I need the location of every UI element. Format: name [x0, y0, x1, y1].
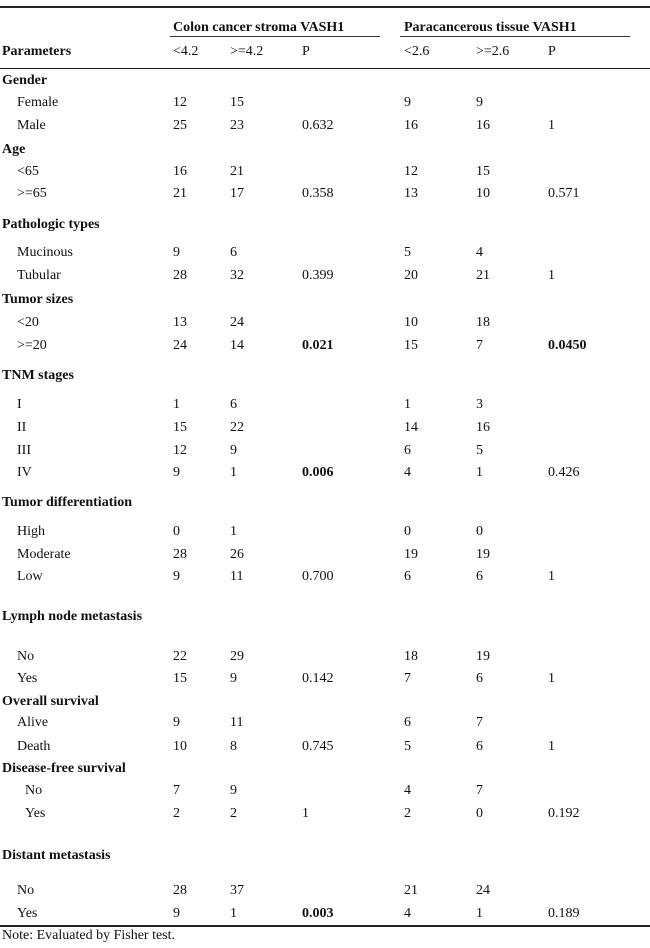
para-low-count: 9	[404, 95, 411, 110]
stroma-high-count: 1	[230, 524, 237, 539]
para-p-value: 0.192	[548, 806, 580, 821]
stroma-low-count: 25	[173, 118, 187, 133]
stroma-low-count: 28	[173, 547, 187, 562]
col-header-para-high: >=2.6	[476, 44, 510, 59]
section-label: Distant metastasis	[2, 848, 111, 863]
section-row	[0, 71, 650, 91]
row-label: Male	[17, 118, 46, 133]
stroma-low-count: 15	[173, 671, 187, 686]
stroma-low-count: 15	[173, 420, 187, 435]
table-row	[0, 545, 650, 565]
stroma-low-count: 22	[173, 649, 187, 664]
row-label: II	[17, 420, 27, 435]
section-row	[0, 607, 650, 627]
stroma-high-count: 9	[230, 783, 237, 798]
row-label: Tubular	[17, 268, 61, 283]
stroma-low-count: 9	[173, 715, 180, 730]
stroma-high-count: 23	[230, 118, 244, 133]
row-label: Alive	[17, 715, 49, 730]
row-label: Death	[17, 739, 51, 754]
stroma-low-count: 21	[173, 186, 187, 201]
col-header-stroma-p: P	[302, 44, 310, 59]
table-row	[0, 93, 650, 113]
para-low-count: 2	[404, 806, 411, 821]
para-low-count: 6	[404, 715, 411, 730]
table-row	[0, 184, 650, 204]
section-row	[0, 215, 650, 235]
table-row	[0, 313, 650, 333]
para-low-count: 16	[404, 118, 418, 133]
section-label: Age	[2, 142, 26, 157]
para-p-value: 1	[548, 268, 555, 283]
para-high-count: 18	[476, 315, 490, 330]
row-label: IV	[17, 465, 32, 480]
para-high-count: 19	[476, 547, 490, 562]
row-label: Moderate	[17, 547, 71, 562]
para-high-count: 4	[476, 245, 483, 260]
stroma-low-count: 24	[173, 338, 187, 353]
para-p-value: 0.426	[548, 465, 580, 480]
stroma-high-count: 24	[230, 315, 244, 330]
stroma-low-count: 28	[173, 883, 187, 898]
para-high-count: 15	[476, 164, 490, 179]
para-high-count: 6	[476, 671, 483, 686]
para-p-value: 1	[548, 739, 555, 754]
stroma-high-count: 6	[230, 397, 237, 412]
row-label: <65	[17, 164, 39, 179]
section-label: Lymph node metastasis	[2, 609, 143, 624]
para-low-count: 20	[404, 268, 418, 283]
para-low-count: 0	[404, 524, 411, 539]
stroma-high-count: 29	[230, 649, 244, 664]
stroma-p-value: 0.700	[302, 569, 334, 584]
row-label: No	[25, 783, 43, 798]
para-low-count: 10	[404, 315, 418, 330]
para-low-count: 5	[404, 739, 411, 754]
stroma-high-count: 17	[230, 186, 244, 201]
stroma-high-count: 21	[230, 164, 244, 179]
row-label: No	[17, 649, 35, 664]
stroma-p-value: 0.142	[302, 671, 334, 686]
stroma-high-count: 9	[230, 671, 237, 686]
para-high-count: 21	[476, 268, 490, 283]
para-high-count: 1	[476, 906, 483, 921]
para-high-count: 6	[476, 569, 483, 584]
para-high-count: 16	[476, 420, 490, 435]
section-row	[0, 759, 650, 779]
table-row	[0, 116, 650, 136]
row-label: High	[17, 524, 45, 539]
table-row	[0, 441, 650, 461]
para-high-count: 24	[476, 883, 490, 898]
para-p-value: 0.189	[548, 906, 580, 921]
table-row	[0, 737, 650, 757]
stroma-p-value: 0.003	[302, 906, 334, 921]
table-row	[0, 904, 650, 924]
para-p-value: 1	[548, 118, 555, 133]
section-label: Tumor differentiation	[2, 495, 133, 510]
para-high-count: 0	[476, 524, 483, 539]
section-row	[0, 290, 650, 310]
table-row	[0, 243, 650, 263]
table-row	[0, 781, 650, 801]
para-low-count: 6	[404, 569, 411, 584]
row-label: I	[17, 397, 22, 412]
para-low-count: 12	[404, 164, 418, 179]
section-label: Pathologic types	[2, 217, 100, 232]
stroma-high-count: 8	[230, 739, 237, 754]
stroma-high-count: 9	[230, 443, 237, 458]
para-low-count: 4	[404, 783, 411, 798]
stroma-high-count: 15	[230, 95, 244, 110]
col-header-para-low: <2.6	[404, 44, 430, 59]
stroma-high-count: 1	[230, 906, 237, 921]
col-header-stroma-low: <4.2	[173, 44, 199, 59]
stroma-low-count: 2	[173, 806, 180, 821]
para-high-count: 5	[476, 443, 483, 458]
stroma-high-count: 14	[230, 338, 244, 353]
stroma-p-value: 1	[302, 806, 309, 821]
section-row	[0, 692, 650, 712]
stroma-high-count: 11	[230, 569, 244, 584]
group-underline-stroma	[170, 36, 380, 37]
stroma-low-count: 16	[173, 164, 187, 179]
stroma-low-count: 12	[173, 443, 187, 458]
stroma-low-count: 1	[173, 397, 180, 412]
section-label: Overall survival	[2, 694, 99, 709]
para-low-count: 18	[404, 649, 418, 664]
para-high-count: 16	[476, 118, 490, 133]
para-low-count: 19	[404, 547, 418, 562]
col-header-para-p: P	[548, 44, 556, 59]
stroma-low-count: 13	[173, 315, 187, 330]
row-label: >=20	[17, 338, 47, 353]
para-low-count: 21	[404, 883, 418, 898]
stroma-low-count: 12	[173, 95, 187, 110]
para-low-count: 7	[404, 671, 411, 686]
para-low-count: 4	[404, 906, 411, 921]
stroma-low-count: 9	[173, 245, 180, 260]
para-high-count: 0	[476, 806, 483, 821]
stroma-high-count: 6	[230, 245, 237, 260]
para-low-count: 4	[404, 465, 411, 480]
stroma-high-count: 2	[230, 806, 237, 821]
col-header-stroma-high: >=4.2	[230, 44, 264, 59]
section-label: Disease-free survival	[2, 761, 126, 776]
stroma-low-count: 7	[173, 783, 180, 798]
stroma-low-count: 9	[173, 465, 180, 480]
stroma-low-count: 9	[173, 569, 180, 584]
section-row	[0, 140, 650, 160]
stroma-low-count: 0	[173, 524, 180, 539]
para-low-count: 13	[404, 186, 418, 201]
section-label: TNM stages	[2, 368, 74, 383]
row-label: Yes	[17, 671, 38, 686]
stroma-low-count: 28	[173, 268, 187, 283]
para-high-count: 6	[476, 739, 483, 754]
para-p-value: 1	[548, 569, 555, 584]
stroma-p-value: 0.006	[302, 465, 334, 480]
table-row	[0, 463, 650, 483]
stroma-high-count: 26	[230, 547, 244, 562]
para-high-count: 1	[476, 465, 483, 480]
table-row	[0, 418, 650, 438]
para-high-count: 9	[476, 95, 483, 110]
table-row	[0, 567, 650, 587]
table-row	[0, 395, 650, 415]
para-high-count: 10	[476, 186, 490, 201]
table-note: Note: Evaluated by Fisher test.	[2, 928, 176, 943]
para-high-count: 3	[476, 397, 483, 412]
para-low-count: 1	[404, 397, 411, 412]
para-p-value: 0.571	[548, 186, 580, 201]
row-label: Low	[17, 569, 43, 584]
para-low-count: 14	[404, 420, 418, 435]
para-high-count: 7	[476, 715, 483, 730]
stroma-p-value: 0.399	[302, 268, 334, 283]
section-label: Tumor sizes	[2, 292, 74, 307]
stroma-low-count: 10	[173, 739, 187, 754]
stroma-high-count: 22	[230, 420, 244, 435]
row-label: >=65	[17, 186, 47, 201]
row-label: Female	[17, 95, 59, 110]
para-high-count: 7	[476, 338, 483, 353]
stroma-low-count: 9	[173, 906, 180, 921]
section-row	[0, 846, 650, 866]
table-row	[0, 266, 650, 286]
table-row	[0, 804, 650, 824]
stroma-high-count: 37	[230, 883, 244, 898]
table-row	[0, 669, 650, 689]
row-label: III	[17, 443, 31, 458]
para-low-count: 5	[404, 245, 411, 260]
stroma-p-value: 0.358	[302, 186, 334, 201]
group-header-stroma: Colon cancer stroma VASH1	[173, 20, 345, 35]
section-row	[0, 493, 650, 513]
group-underline-paracancerous	[400, 36, 630, 37]
para-p-value: 1	[548, 671, 555, 686]
top-rule	[0, 6, 650, 8]
para-high-count: 19	[476, 649, 490, 664]
stroma-high-count: 32	[230, 268, 244, 283]
section-label: Gender	[2, 73, 48, 88]
row-label: No	[17, 883, 35, 898]
table-row	[0, 647, 650, 667]
table-row	[0, 162, 650, 182]
stroma-high-count: 1	[230, 465, 237, 480]
section-row	[0, 366, 650, 386]
table-row	[0, 522, 650, 542]
para-p-value: 0.0450	[548, 338, 587, 353]
row-label: <20	[17, 315, 39, 330]
table-row	[0, 713, 650, 733]
stroma-p-value: 0.632	[302, 118, 334, 133]
bottom-rule	[0, 925, 650, 927]
parameters-header: Parameters	[2, 44, 72, 59]
row-label: Yes	[25, 806, 46, 821]
header-rule	[0, 68, 650, 69]
stroma-p-value: 0.745	[302, 739, 334, 754]
para-low-count: 6	[404, 443, 411, 458]
para-low-count: 15	[404, 338, 418, 353]
table-row	[0, 336, 650, 356]
group-header-paracancerous: Paracancerous tissue VASH1	[404, 20, 577, 35]
stroma-high-count: 11	[230, 715, 244, 730]
para-high-count: 7	[476, 783, 483, 798]
table-row	[0, 881, 650, 901]
stroma-p-value: 0.021	[302, 338, 334, 353]
row-label: Mucinous	[17, 245, 73, 260]
row-label: Yes	[17, 906, 38, 921]
